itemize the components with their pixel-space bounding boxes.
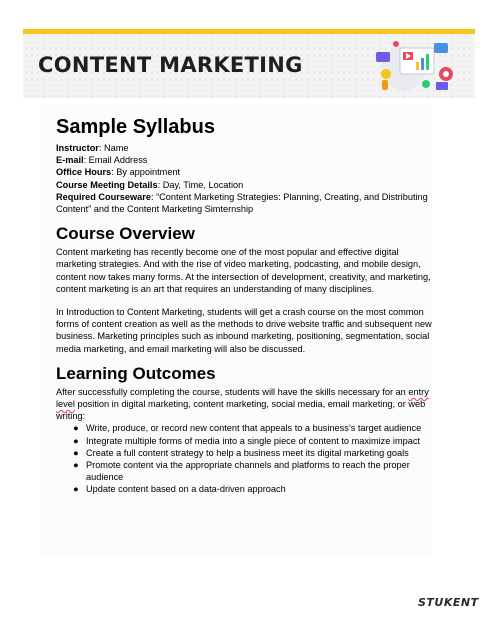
meta-value: : Email Address — [83, 155, 148, 166]
list-item-text: Write, produce, or record new content that appeals to a business’s target audience — [86, 423, 422, 434]
syllabus-document — [56, 116, 436, 496]
list-item — [56, 422, 436, 434]
meta-courseware — [56, 191, 436, 215]
stukent-logo: STUKENT — [418, 596, 479, 609]
bullet-icon: ● — [73, 460, 79, 471]
list-item — [56, 483, 436, 495]
bullet-icon: ● — [73, 423, 79, 434]
overview-paragraph-1: Content marketing has recently become one of the most popular and effective digital marketing strategies. And with the rise of video marketing, podcasting, and mobile design, content now takes many forms. At the intersection of development, creativity, and marketing, content marketing is an art that requires an understanding of many disciplines. — [56, 247, 431, 294]
meta-label: Instructor — [56, 143, 99, 153]
list-item-text: Update content based on a data-driven approach — [86, 484, 286, 495]
outcomes-list — [56, 422, 436, 495]
meta-email — [56, 154, 436, 166]
bullet-icon: ● — [73, 435, 79, 446]
outcomes-intro — [56, 386, 436, 423]
meta-label: E-mail — [56, 155, 84, 166]
outcomes-intro-end: position in digital marketing, content marketing, social media, email marketing, or web writing: — [56, 399, 426, 422]
outcomes-intro-start: After successfully completing the course, students will have the skills necessary for an — [56, 386, 409, 397]
meta-value: : By appointment — [111, 167, 181, 178]
meta-instructor — [56, 142, 436, 154]
meta-label: Office Hours — [56, 167, 112, 178]
meta-value: : Name — [98, 143, 129, 153]
meta-label: Course Meeting Details — [56, 179, 158, 190]
meta-value: : “Content Marketing Strategies: Planning, Creating, and Distributing Content” and the Content Marketing Simternship — [56, 191, 428, 215]
spellcheck-marked-text: entry level — [56, 386, 429, 410]
list-item-text: Integrate multiple forms of media into a single piece of content to maximize impact — [86, 435, 420, 446]
overview-paragraph-2: In Introduction to Content Marketing, students will get a crash course on the most common forms of content creation as well as the methods to drive website traffic and subsequent new business. Marketing principles such as inbound marketing, positioning, segmentation, social media marketing, and email marketing will also be discussed. — [56, 307, 432, 354]
meta-office-hours — [56, 166, 436, 178]
meta-value: : Day, Time, Location — [157, 179, 244, 190]
list-item-text: Create a full content strategy to help a business meet its digital marketing goals — [86, 447, 409, 458]
bullet-icon: ● — [73, 447, 79, 458]
list-item — [56, 435, 436, 447]
outcomes-heading: Learning Outcomes — [56, 363, 216, 383]
list-item-text: Promote content via the appropriate channels and platforms to reach the proper audience — [86, 460, 410, 483]
meta-meeting-details — [56, 179, 436, 191]
header-title: CONTENT MARKETING — [38, 53, 303, 77]
marketing-illustration-icon — [374, 38, 460, 94]
list-item — [56, 459, 436, 483]
document-title: Sample Syllabus — [56, 116, 215, 138]
list-item — [56, 447, 436, 459]
bullet-icon: ● — [73, 484, 79, 495]
meta-label: Required Courseware — [56, 191, 151, 202]
overview-heading: Course Overview — [56, 224, 195, 244]
